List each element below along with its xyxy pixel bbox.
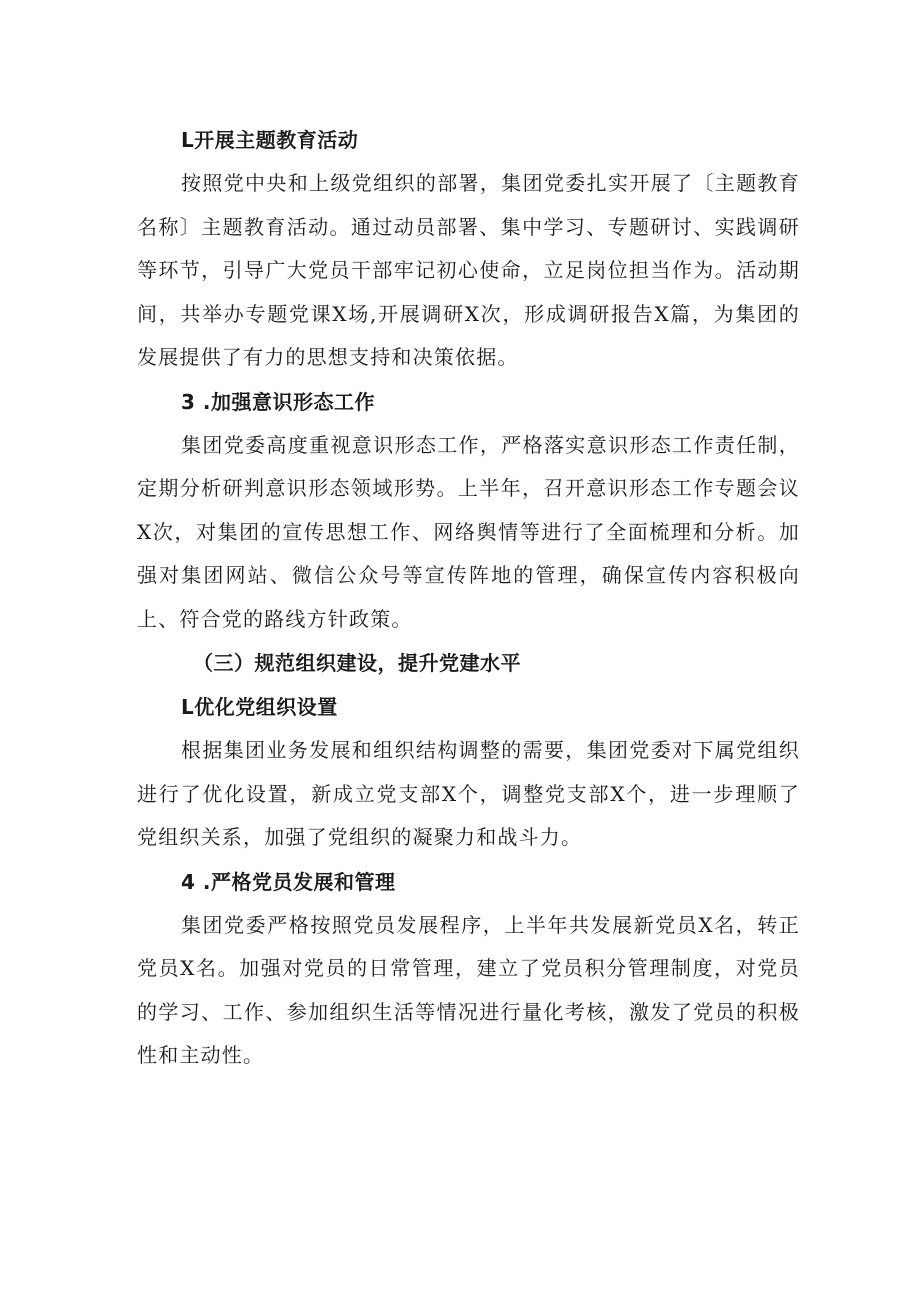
subheading-theme-education: L开展主题教育活动: [181, 128, 359, 152]
subheading-ideology-work: 3 .加强意识形态工作: [181, 389, 375, 414]
subheading-member-management: 4 .严格党员发展和管理: [181, 869, 396, 894]
paragraph-ideology-work: 集团党委高度重视意识形态工作，严格落实意识形态工作责任制，定期分析研判意识形态领域形势。上半年，召开意识形态工作专题会议X次，对集团的宣传思想工作、网络舆情等进行了全面梳理和分析。加强对集团网站、微信公众号等宣传阵地的管理，确保宣传内容积极向上、符合党的路线方针政策。: [137, 432, 800, 631]
subheading-optimize-organization: L优化党组织设置: [181, 695, 338, 719]
paragraph-theme-education: 按照党中央和上级党组织的部署，集团党委扎实开展了〔主题教育名称〕主题教育活动。通过动员部署、集中学习、专题研讨、实践调研等环节，引导广大党员干部牢记初心使命，立足岗位担当作为。活动期间，共举办专题党课X场,开展调研X次，形成调研报告X篇，为集团的发展提供了有力的思想支持和决策依据。: [137, 171, 800, 369]
paragraph-optimize-organization: 根据集团业务发展和组织结构调整的需要，集团党委对下属党组织进行了优化设置，新成立党支部X个，调整党支部X个，进一步理顺了党组织关系，加强了党组织的凝聚力和战斗力。: [137, 738, 800, 849]
paragraph-member-management: 集团党委严格按照党员发展程序，上半年共发展新党员X名，转正党员X名。加强对党员的日常管理，建立了党员积分管理制度，对党员的学习、工作、参加组织生活等情况进行量化考核，激发了党员的积极性和主动性。: [137, 912, 800, 1067]
section-heading-organization: （三）规范组织建设，提升党建水平: [193, 651, 521, 675]
